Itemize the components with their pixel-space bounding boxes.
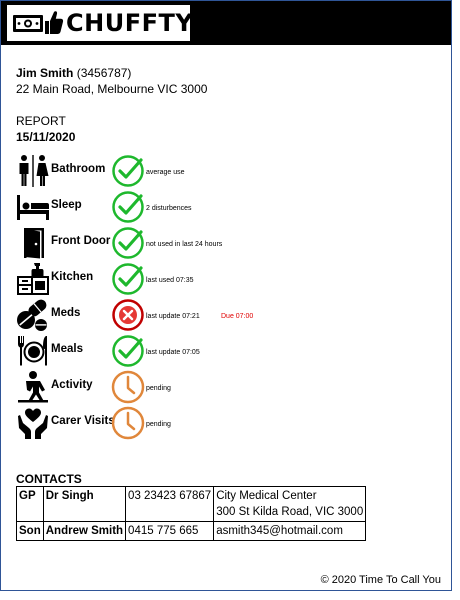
plate-icon	[16, 334, 50, 368]
contact-role: GP	[17, 487, 44, 522]
contact-name: Andrew Smith	[43, 522, 125, 541]
status-note: last update 07:05	[146, 349, 200, 356]
status-row-carer-visits[interactable]	[16, 405, 446, 441]
status-name: Bathroom	[51, 163, 106, 175]
contacts-table	[16, 486, 366, 541]
patient-address: 22 Main Road, Melbourne VIC 3000	[16, 82, 208, 96]
exercise-icon	[16, 370, 50, 404]
contact-name: Dr Singh	[43, 487, 125, 522]
status-name: Sleep	[51, 199, 82, 211]
report-label: REPORT	[16, 114, 66, 128]
report-header	[16, 113, 75, 145]
patient-id: (3456787)	[76, 66, 132, 80]
contact-phone[interactable]	[126, 487, 214, 522]
patient-name: Jim Smith	[16, 66, 74, 80]
kitchen-icon	[16, 262, 50, 296]
header-bar	[1, 1, 451, 45]
pills-icon	[16, 298, 50, 332]
toilet-icon	[16, 154, 50, 188]
status-name: Meds	[51, 307, 81, 319]
check-circle-icon	[110, 153, 146, 189]
status-row-bathroom[interactable]	[16, 153, 446, 189]
check-circle-icon	[110, 333, 146, 369]
care-hands-icon	[16, 406, 50, 440]
status-row-activity[interactable]	[16, 369, 446, 405]
status-note: 2 disturbences	[146, 205, 192, 212]
status-note: last update 07:21	[146, 313, 200, 320]
status-row-kitchen[interactable]	[16, 261, 446, 297]
door-icon	[16, 226, 50, 260]
clock-icon	[110, 369, 146, 405]
brand-name: CHUFFTY	[66, 9, 194, 37]
clock-icon	[110, 405, 146, 441]
status-name: Front Door	[51, 235, 111, 247]
status-name: Activity	[51, 379, 93, 391]
check-circle-icon	[110, 225, 146, 261]
phone-number[interactable]: 0415 775 665	[128, 525, 199, 537]
table-row	[17, 487, 366, 522]
patient-info	[16, 65, 207, 97]
table-row	[17, 522, 366, 541]
contact-email[interactable]: asmith345@hotmail.com	[216, 525, 343, 537]
cash-thumbs-up-icon	[12, 9, 64, 37]
contact-detail[interactable]	[214, 522, 366, 541]
status-row-sleep[interactable]	[16, 189, 446, 225]
bed-icon	[16, 190, 50, 224]
status-note: pending	[146, 385, 171, 392]
check-circle-icon	[110, 189, 146, 225]
report-date: 15/11/2020	[16, 130, 76, 144]
status-note: not used in last 24 hours	[146, 241, 223, 248]
status-name: Kitchen	[51, 271, 94, 283]
due-time: Due 07:00	[221, 313, 254, 320]
phone-number[interactable]: 03 23423 67867	[128, 490, 212, 502]
alert-x-circle-icon	[110, 297, 146, 333]
contact-role: Son	[17, 522, 44, 541]
clinic-address: 300 St Kilda Road, VIC 3000	[216, 506, 364, 518]
contacts-title: CONTACTS	[16, 472, 82, 486]
clinic-name: City Medical Center	[216, 490, 317, 502]
status-name: Carer Visits	[51, 415, 115, 427]
status-row-front-door[interactable]	[16, 225, 446, 261]
copyright-footer: © 2020 Time To Call You	[320, 574, 441, 586]
status-name: Meals	[51, 343, 83, 355]
status-row-meds[interactable]	[16, 297, 446, 333]
brand-logo[interactable]	[7, 5, 194, 41]
contact-phone[interactable]	[126, 522, 214, 541]
status-note: average use	[146, 169, 185, 176]
status-row-meals[interactable]	[16, 333, 446, 369]
contact-detail	[214, 487, 366, 522]
status-note: last used 07:35	[146, 277, 194, 284]
check-circle-icon	[110, 261, 146, 297]
status-note: pending	[146, 421, 171, 428]
